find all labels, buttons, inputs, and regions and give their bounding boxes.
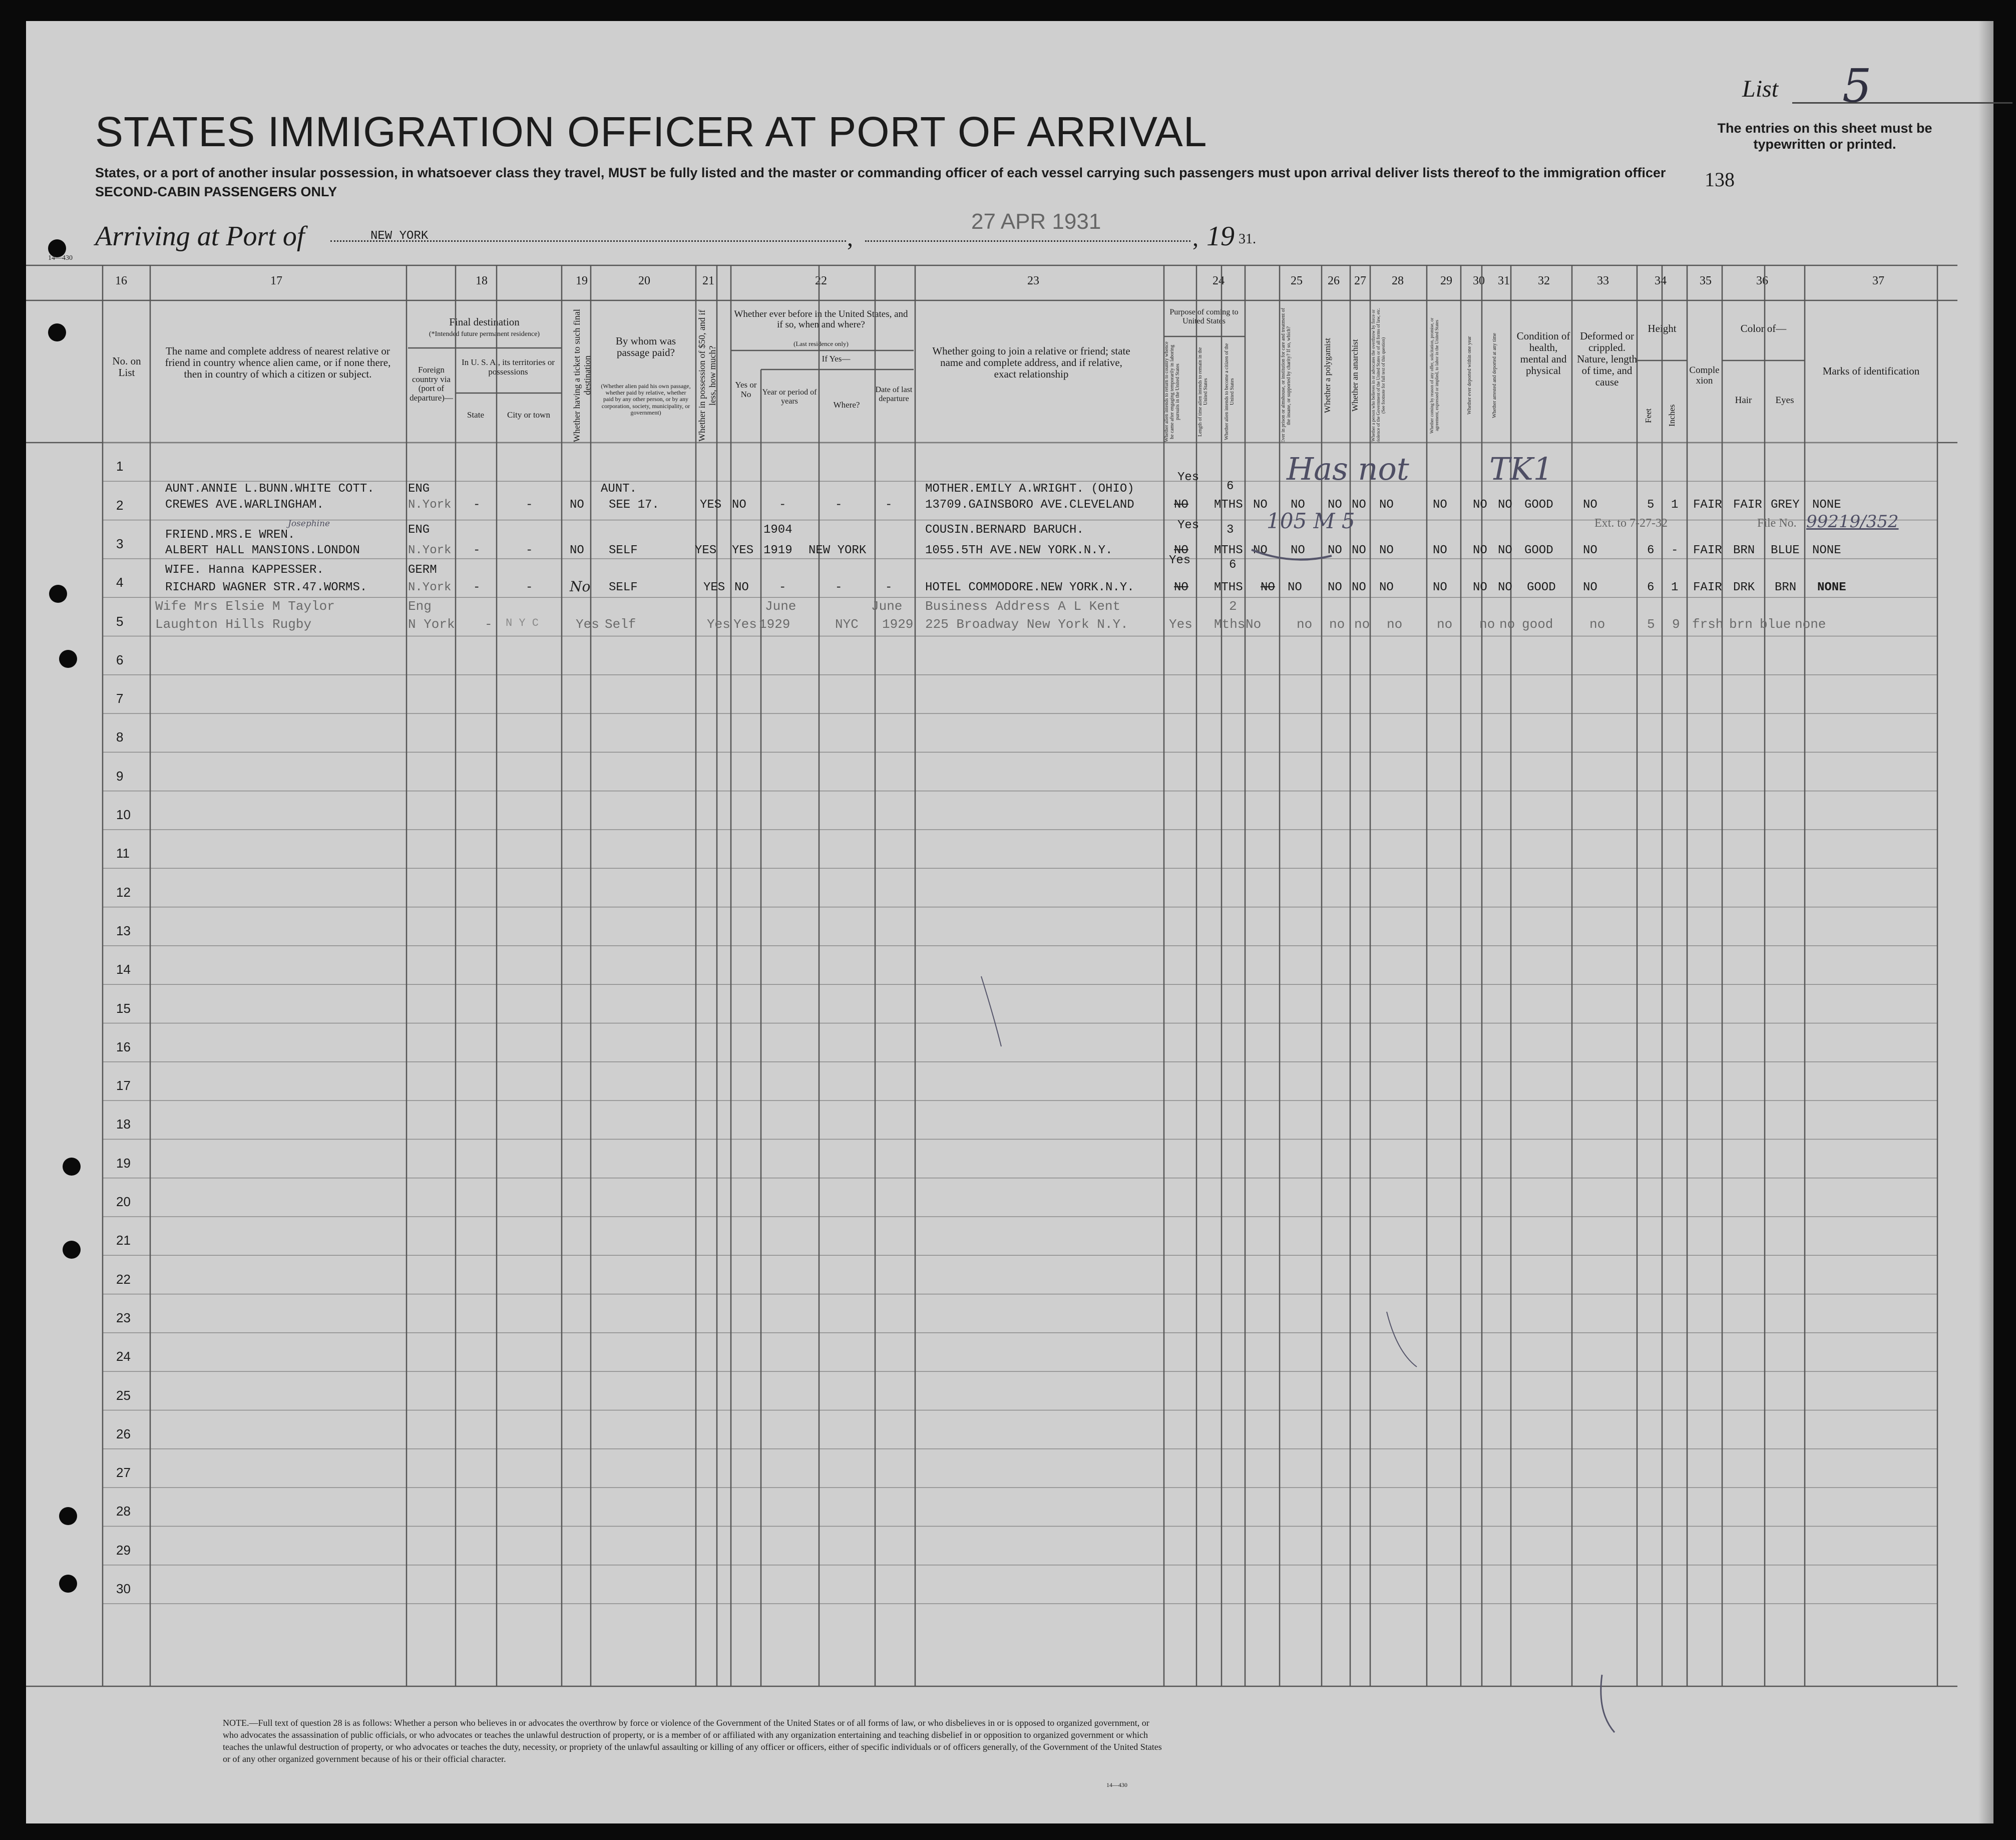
passage-paid: SELF [609, 581, 638, 594]
row-number: 2 [116, 497, 124, 513]
prison: NO [1291, 544, 1305, 557]
year: - [779, 498, 786, 512]
eyes: BRN [1775, 581, 1797, 594]
passage-paid: SEE 17. [609, 498, 659, 512]
fifty-dollars: YES [703, 581, 725, 594]
header-ticket: Whether having a ticket to such final destination [572, 309, 592, 442]
column-number: 32 [1538, 274, 1550, 287]
ticket: NO [570, 498, 584, 512]
header-color-of: Color of— [1740, 322, 1787, 334]
column-number: 18 [476, 274, 488, 287]
row-number: 18 [116, 1117, 131, 1132]
purpose-yes: Yes [1177, 519, 1199, 532]
deformed: no [1589, 617, 1605, 632]
last-departure: - [885, 498, 893, 512]
header-nearest-relative: The name and complete address of nearest relative or friend in country whence alien came, or if none there, then in country of which a citizen or subject. [165, 345, 391, 381]
last-departure: 1929 [882, 617, 914, 632]
comma: , [847, 225, 853, 251]
header-year: Year or period of years [762, 388, 817, 406]
row-number: 17 [116, 1078, 131, 1093]
anarchist: NO [1352, 581, 1366, 594]
last-departure: June [871, 599, 903, 614]
header-passage-paid-sub: (Whether alien paid his own passage, whether paid by relative, whether paid by any other person, or by any corporation, society, municipality, or government) [601, 383, 691, 416]
header-deformed: Deformed or crippled. Nature, length of time, and cause [1576, 330, 1638, 389]
row-number: 30 [116, 1581, 131, 1596]
typewritten-notice: The entries on this sheet must be typewritten or printed. [1717, 121, 1932, 152]
port-departure: N York [408, 617, 455, 632]
pen-stroke [1601, 1675, 1615, 1732]
header-fifty-dollars: Whether in possession of $50, and if less, how much? [697, 309, 717, 442]
height-inches: - [1671, 544, 1679, 557]
offer: NO [1433, 581, 1447, 594]
row-number: 8 [116, 729, 124, 745]
eyes: BLUE [1771, 544, 1800, 557]
relative-address: Laughton Hills Rugby [155, 617, 312, 632]
header-last-departure: Date of last departure [875, 386, 913, 403]
header-city: City or town [507, 410, 550, 420]
port-value: NEW YORK [370, 229, 429, 243]
header-yes-or-no: Yes or No [735, 380, 757, 399]
state: - [473, 581, 481, 594]
row-number: 3 [116, 536, 124, 551]
overthrow: no [1387, 617, 1403, 632]
height-feet: 5 [1647, 617, 1655, 632]
year: 1919 [763, 544, 792, 557]
marks: NONE [1812, 498, 1841, 512]
column-number: 37 [1872, 274, 1884, 287]
hair: BRN [1733, 544, 1755, 557]
length-unit: Mths [1214, 617, 1246, 632]
column-number: 23 [1027, 274, 1039, 287]
file-label: File No. [1757, 517, 1797, 530]
year: - [779, 581, 786, 594]
year: 1929 [759, 617, 790, 632]
deported-year: NO [1473, 581, 1487, 594]
row-number: 21 [116, 1233, 131, 1248]
column-number: 26 [1328, 274, 1340, 287]
height-feet: 6 [1647, 544, 1655, 557]
offer: no [1437, 617, 1453, 632]
header-state: State [467, 410, 484, 420]
prison: no [1297, 617, 1313, 632]
relative-address: CREWES AVE.WARLINGHAM. [165, 498, 324, 512]
ever-before: Yes [733, 617, 757, 632]
polygamist: NO [1328, 581, 1342, 594]
foreign-country: Eng [408, 599, 432, 614]
length: 3 [1227, 523, 1234, 537]
row-number: 1 [116, 459, 124, 474]
anarchist: NO [1352, 498, 1366, 512]
header-in-usa: In U. S. A., its territories or possessions [461, 357, 555, 377]
footer-code: 14—430 [1106, 1781, 1127, 1788]
height-feet: 5 [1647, 498, 1655, 512]
return: NO [1174, 544, 1188, 557]
last-departure: - [885, 581, 893, 594]
relative-address: ALBERT HALL MANSIONS.LONDON [165, 544, 360, 557]
height-feet: 6 [1647, 581, 1655, 594]
join-relative: MOTHER.EMILY A.WRIGHT. (OHIO) [925, 482, 1134, 496]
class-line: SECOND-CABIN PASSENGERS ONLY [95, 184, 337, 199]
header-offer-to-labor: Whether coming by reason of any offer, solicitation, promise, or agreement, expressed or implied, to labor in the United States [1429, 317, 1439, 434]
column-number: 34 [1655, 274, 1667, 287]
row-number: 16 [116, 1039, 131, 1054]
length-unit: MTHS [1214, 544, 1243, 557]
overthrow: NO [1379, 581, 1394, 594]
ticket: Yes [576, 617, 599, 632]
header-purpose-length: Length of time alien intends to remain in the United States [1197, 347, 1208, 437]
header-polygamist: Whether a polygamist [1323, 337, 1332, 414]
citizen: NO [1261, 581, 1275, 594]
hair: FAIR [1733, 498, 1762, 512]
row-number: 23 [116, 1310, 131, 1325]
header-complexion: Complexion [1689, 365, 1720, 386]
footnote: NOTE.—Full text of question 28 is as follows: Whether a person who believes in or advocates the overthrow by force or violence of the Government of the United States or of all forms of law, or who disbelieves in or is opposed to organized government, or who advocates the assassination of public officials, or who advocates or teaches the unlawful destruction of property, or is a member of or affiliated with any organization entertaining and teaching disbelief in or opposition to organized government or which teaches the unlawful destruction of property, or who advocates or teaches the duty, necessity, or propriety of the unlawful assaulting or killing of any officer or officers, either of specific individuals or of officers generally, of the Government of the United States or of any other organized government because of his or their official character. [223, 1718, 1162, 1764]
file-number: 99219/352 [1806, 512, 1899, 532]
header-ever-before: Whether ever before in the United States, and if so, when and where? [734, 309, 908, 330]
column-number: 29 [1440, 274, 1452, 287]
year-suffix: 31. [1239, 231, 1256, 247]
complexion: frsh [1692, 617, 1724, 632]
where: NEW YORK [809, 544, 867, 557]
row-number: 9 [116, 768, 124, 784]
marks: NONE [1812, 544, 1841, 557]
prison: NO [1288, 581, 1302, 594]
row-number: 24 [116, 1349, 131, 1364]
where: - [835, 581, 843, 594]
health: GOOD [1527, 581, 1556, 594]
hair: brn [1729, 617, 1753, 632]
relative-address: FRIEND.MRS.E WREN. [165, 528, 295, 542]
relative-address: WIFE. Hanna KAPPESSER. [165, 563, 324, 577]
relative-note: Josephine [288, 519, 330, 529]
row-number: 27 [116, 1465, 131, 1481]
eyes: GREY [1771, 498, 1800, 512]
ever-before: YES [732, 544, 754, 557]
pen-stroke [1387, 1312, 1417, 1367]
column-number: 25 [1291, 274, 1303, 287]
polygamist: no [1329, 617, 1345, 632]
polygamist: NO [1328, 544, 1342, 557]
citizen: NO [1253, 544, 1268, 557]
height-inches: 9 [1672, 617, 1680, 632]
row-number: 14 [116, 962, 131, 977]
state: - [473, 544, 481, 557]
length: 2 [1229, 599, 1237, 614]
overthrow: NO [1379, 498, 1394, 512]
purpose-yes: Yes [1169, 554, 1191, 567]
health: GOOD [1524, 498, 1553, 512]
row-number: 25 [116, 1387, 131, 1403]
join-relative: COUSIN.BERNARD BARUCH. [925, 523, 1084, 537]
deformed: NO [1583, 544, 1597, 557]
handwritten-has-not: Has not [1287, 451, 1409, 487]
row-number: 6 [116, 652, 124, 667]
column-number: 16 [115, 274, 127, 287]
sheet-number: 138 [1705, 168, 1735, 191]
header-prison: Ever in prison or almshouse, or institution for care and treatment of the insane, or supported by charity? If so, which? [1281, 308, 1292, 443]
length: 6 [1229, 558, 1237, 572]
purpose-yes: Yes [1177, 471, 1199, 484]
year-prefix: 19 [1206, 221, 1235, 252]
column-number: 36 [1756, 274, 1768, 287]
row-number: 15 [116, 1000, 131, 1016]
relative-address: AUNT.ANNIE L.BUNN.WHITE COTT. [165, 482, 374, 496]
row-number: 13 [116, 923, 131, 938]
join-address: 13709.GAINSBORO AVE.CLEVELAND [925, 498, 1134, 512]
header-eyes: Eyes [1775, 395, 1794, 406]
header-anarchist: Whether an anarchist [1350, 339, 1360, 412]
city: - [526, 498, 533, 512]
header-where: Where? [833, 400, 860, 410]
pen-stroke [1252, 550, 1332, 560]
handwritten-note: 105 M 5 [1267, 509, 1355, 533]
complexion: FAIR [1693, 581, 1722, 594]
health: GOOD [1524, 544, 1553, 557]
header-feet: Feet [1644, 408, 1653, 423]
return: Yes [1169, 617, 1192, 632]
passage-paid: Self [605, 617, 636, 632]
prison: NO [1291, 498, 1305, 512]
row-number: 26 [116, 1426, 131, 1441]
deported-any: NO [1498, 581, 1512, 594]
health: good [1522, 617, 1553, 632]
header-marks: Marks of identification [1822, 365, 1920, 377]
header-passage-paid: By whom was passage paid? [615, 335, 676, 359]
row-number: 20 [116, 1194, 131, 1209]
header-final-destination-sub: (*Intended future permanent residence) [429, 330, 540, 338]
page-subtitle: States, or a port of another insular possession, in whatsoever class they travel, MUST be fully listed and the master or commanding officer of each vessel carrying such passengers must upon arrival deliver lists thereof to the immigration officer [95, 165, 1666, 180]
length-unit: MTHS [1214, 581, 1243, 594]
foreign-country: ENG [408, 482, 430, 496]
column-number: 27 [1354, 274, 1366, 287]
column-number: 35 [1700, 274, 1712, 287]
fifty-dollars: YES [695, 544, 717, 557]
citizen: No [1246, 617, 1262, 632]
arriving-label: Arriving at Port of [95, 221, 305, 252]
passage-paid: SELF [609, 544, 638, 557]
foreign-country: GERM [408, 563, 437, 577]
row-number: 29 [116, 1542, 131, 1558]
header-deported-year: Whether ever deported within one year [1467, 336, 1472, 415]
marks: none [1795, 617, 1826, 632]
deported-year: NO [1473, 498, 1487, 512]
city: - [526, 581, 533, 594]
page-title: STATES IMMIGRATION OFFICER AT PORT OF ARRIVAL [95, 108, 1207, 155]
deported-year: NO [1473, 544, 1487, 557]
header-if-yes: If Yes— [822, 354, 851, 363]
header-final-destination: Final destination [449, 316, 520, 328]
handwritten-mark: TK1 [1489, 451, 1553, 487]
header-hair: Hair [1735, 395, 1752, 406]
height-inches: 1 [1671, 498, 1679, 512]
header-purpose-return: Whether alien intends to return to country whence he came after engaging temporarily in laboring pursuits in the United States [1164, 341, 1180, 442]
header-overthrow: Whether a person who believes in or advocates the overthrow by force or violence of the Government of the United States or of all forms of law, etc. (See footnote for full text of this question) [1371, 308, 1386, 443]
ticket: No [570, 578, 591, 595]
passage-paid: AUNT. [601, 482, 637, 496]
form-code: 14—430 [48, 254, 73, 262]
row-number: 19 [116, 1155, 131, 1171]
header-purpose-citizen: Whether alien intends to become a citizen of the United States [1224, 343, 1235, 441]
fifty-dollars: Yes [707, 617, 730, 632]
state: - [485, 617, 493, 632]
year: 1904 [763, 523, 792, 537]
deported-year: no [1479, 617, 1495, 632]
eyes: blue [1760, 617, 1791, 632]
row-number: 11 [116, 846, 130, 861]
anarchist: NO [1352, 544, 1366, 557]
header-health: Condition of health, mental and physical [1516, 330, 1570, 377]
list-label: List [1742, 76, 1779, 102]
column-number: 19 [576, 274, 588, 287]
deported-any: NO [1498, 498, 1512, 512]
deformed: NO [1583, 581, 1597, 594]
extension-note: Ext. to 7-27-32 [1594, 517, 1668, 530]
anarchist: no [1354, 617, 1370, 632]
row-number: 28 [116, 1504, 131, 1519]
row-number: 7 [116, 691, 124, 706]
year: June [765, 599, 796, 614]
header-foreign-country: Foreign country via (port of departure)— [410, 365, 453, 403]
relative-address: Wife Mrs Elsie M Taylor [155, 599, 335, 614]
ever-before: NO [732, 498, 746, 512]
ever-before: NO [734, 581, 749, 594]
row-number: 4 [116, 575, 124, 590]
port-departure: N.York [408, 581, 452, 594]
complexion: FAIR [1693, 498, 1722, 512]
column-number: 20 [638, 274, 650, 287]
header-inches: Inches [1667, 404, 1677, 427]
offer: NO [1433, 544, 1447, 557]
column-number: 33 [1597, 274, 1609, 287]
polygamist: NO [1328, 498, 1342, 512]
fifty-dollars: YES [700, 498, 722, 512]
row-number: 12 [116, 884, 131, 900]
overthrow: NO [1379, 544, 1394, 557]
join-address: HOTEL COMMODORE.NEW YORK.N.Y. [925, 581, 1134, 594]
city: N Y C [506, 617, 539, 629]
where: - [835, 498, 843, 512]
row-number: 22 [116, 1271, 131, 1287]
join-address: 1055.5TH AVE.NEW YORK.N.Y. [925, 544, 1113, 557]
column-number: 21 [702, 274, 714, 287]
state: - [473, 498, 481, 512]
complexion: FAIR [1693, 544, 1722, 557]
column-number: 28 [1392, 274, 1404, 287]
where: NYC [835, 617, 859, 632]
deported-any: NO [1498, 544, 1512, 557]
column-number: 31 [1498, 274, 1510, 287]
header-going-to-join: Whether going to join a relative or friend; state name and complete address, and if relative, exact relationship [932, 345, 1130, 381]
column-number: 24 [1213, 274, 1225, 287]
row-number: 5 [116, 613, 124, 629]
deported-any: no [1499, 617, 1515, 632]
join-address: 225 Broadway New York N.Y. [925, 617, 1128, 632]
join-relative: Business Address A L Kent [925, 599, 1121, 614]
column-number: 30 [1473, 274, 1485, 287]
port-departure: N.York [408, 498, 452, 512]
offer: NO [1433, 498, 1447, 512]
deformed: NO [1583, 498, 1597, 512]
marks: NONE [1817, 581, 1846, 594]
column-number: 17 [270, 274, 282, 287]
height-inches: 1 [1671, 581, 1679, 594]
header-purpose: Purpose of coming to United States [1169, 308, 1239, 325]
port-departure: N.York [408, 544, 452, 557]
list-number: 5 [1842, 59, 1872, 113]
header-height: Height [1648, 322, 1677, 334]
hair: DRK [1733, 581, 1755, 594]
return: NO [1174, 498, 1188, 512]
header-ever-before-sub: (Last residence only) [793, 340, 849, 347]
ticket: NO [570, 544, 584, 557]
date-stamp: 27 APR 1931 [971, 209, 1101, 234]
pen-stroke [981, 976, 1001, 1046]
header-deported-any: Whether arrested and deported at any time [1492, 333, 1497, 418]
length: 6 [1227, 480, 1234, 493]
column-number: 22 [815, 274, 827, 287]
citizen: NO [1253, 498, 1268, 512]
return: NO [1174, 581, 1188, 594]
row-number: 10 [116, 807, 131, 822]
city: - [526, 544, 533, 557]
relative-address: RICHARD WAGNER STR.47.WORMS. [165, 581, 367, 594]
foreign-country: ENG [408, 523, 430, 537]
header-no-on-list: No. on List [112, 355, 141, 379]
length-unit: MTHS [1214, 498, 1243, 512]
comma: , [1192, 225, 1198, 251]
